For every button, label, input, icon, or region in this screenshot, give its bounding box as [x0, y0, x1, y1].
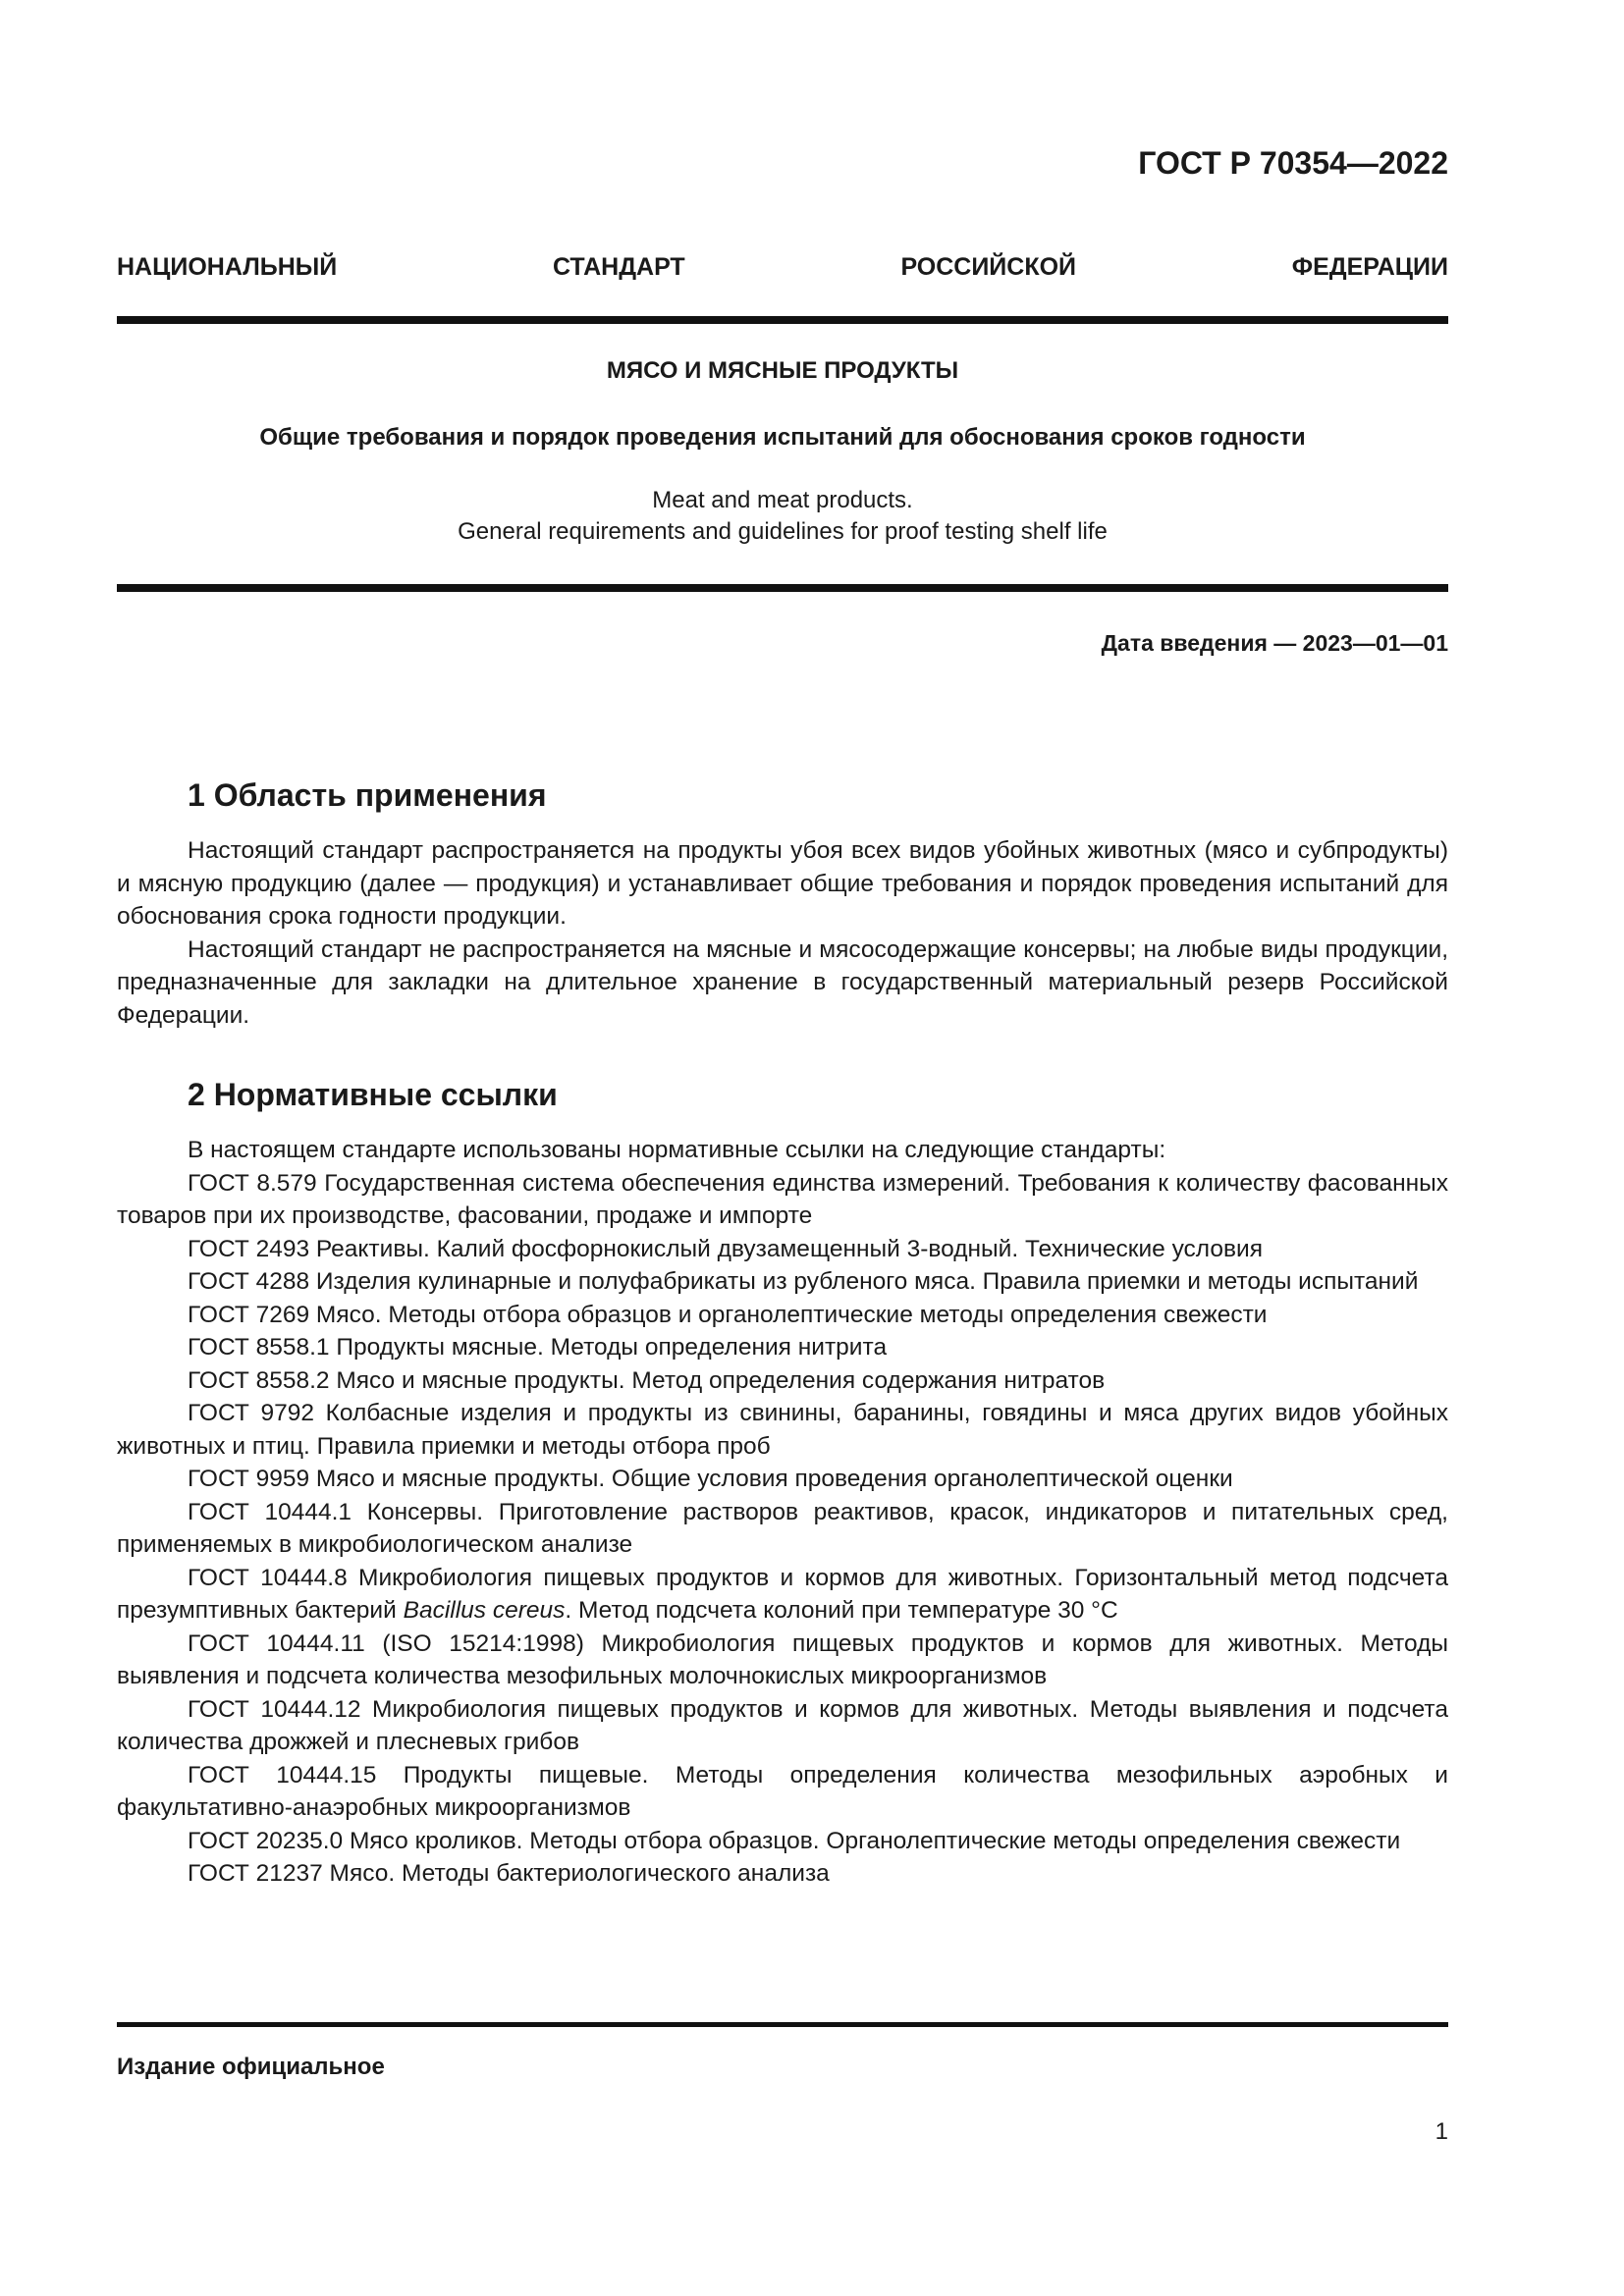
national-standard-label: НАЦИОНАЛЬНЫЙ СТАНДАРТ РОССИЙСКОЙ ФЕДЕРАЦИИ: [117, 253, 1448, 281]
footer-divider: [117, 2022, 1448, 2027]
english-title-line-2: General requirements and guidelines for proof testing shelf life: [458, 518, 1108, 545]
reference-item: ГОСТ 2493 Реактивы. Калий фосфорнокислый двузамещенный 3-водный. Технические условия: [188, 1235, 1263, 1262]
paragraph: В настоящем стандарте использованы нормативные ссылки на следующие стандарты:: [188, 1137, 1166, 1163]
reference-item: ГОСТ 8558.1 Продукты мясные. Методы определения нитрита: [188, 1334, 888, 1361]
introduction-date: Дата введения — 2023—01—01: [1101, 630, 1448, 656]
section-heading: 1 Область применения: [188, 777, 547, 813]
top-divider: [117, 316, 1448, 324]
reference-item: ГОСТ 4288 Изделия кулинарные и полуфабрикаты из рубленого мяса. Правила приемки и методы испытаний: [188, 1268, 1419, 1295]
reference-item: ГОСТ 10444.12 Микробиология пищевых продуктов и кормов для животных. Методы выявления и подсчета количества дрожжей и плесневых грибов: [117, 1695, 1448, 1755]
title-divider: [117, 584, 1448, 592]
document-title: МЯСО И МЯСНЫЕ ПРОДУКТЫ: [606, 357, 959, 384]
section-normative-references: [117, 1075, 1448, 1891]
english-title: [117, 485, 1448, 548]
standard-id: ГОСТ Р 70354—2022: [1138, 145, 1448, 181]
reference-item: ГОСТ 8.579 Государственная система обеспечения единства измерений. Требования к количеству фасованных товаров при их производстве, фасовании, продаже и импорте: [117, 1169, 1448, 1229]
reference-text: ГОСТ 10444.8 Микробиология пищевых продуктов и кормов для животных. Горизонтальный метод подсчета презумптивных бактерий: [117, 1564, 1448, 1624]
english-title-line-1: Meat and meat products.: [652, 487, 913, 513]
reference-item: ГОСТ 21237 Мясо. Методы бактериологического анализа: [188, 1860, 830, 1887]
reference-item: ГОСТ 10444.15 Продукты пищевые. Методы определения количества мезофильных аэробных и факультативно-анаэробных микроорганизмов: [117, 1761, 1448, 1821]
document-subtitle: Общие требования и порядок проведения испытаний для обоснования сроков годности: [259, 424, 1306, 451]
reference-item: [117, 1562, 1448, 1628]
species-name: Bacillus cereus: [403, 1597, 566, 1624]
section-heading: 2 Нормативные ссылки: [188, 1077, 558, 1112]
section-scope: [117, 775, 1448, 1032]
reference-item: ГОСТ 20235.0 Мясо кроликов. Методы отбора образцов. Органолептические методы определения свежести: [188, 1827, 1401, 1854]
reference-text: . Метод подсчета колоний при температуре 30 °С: [565, 1597, 1118, 1624]
paragraph: Настоящий стандарт распространяется на продукты убоя всех видов убойных животных (мясо и субпродукты) и мясную продукцию (далее — продукция) и устанавливает общие требования и порядок проведения испытаний для обоснования срока годности продукции.: [117, 837, 1448, 930]
page-number: 1: [1435, 2118, 1448, 2145]
paragraph: Настоящий стандарт не распространяется на мясные и мясосодержащие консервы; на любые виды продукции, предназначенные для закладки на длительное хранение в государственный материальный резерв Российской Федерации.: [117, 935, 1448, 1029]
reference-item: ГОСТ 10444.11 (ISO 15214:1998) Микробиология пищевых продуктов и кормов для животных. Методы выявления и подсчета количества мезофильных молочнокислых микроорганизмов: [117, 1629, 1448, 1689]
official-edition-label: Издание официальное: [117, 2054, 385, 2080]
document-page: [117, 0, 1448, 2296]
reference-item: ГОСТ 9792 Колбасные изделия и продукты из свинины, баранины, говядины и мяса других видов убойных животных и птиц. Правила приемки и методы отбора проб: [117, 1400, 1448, 1460]
reference-item: ГОСТ 8558.2 Мясо и мясные продукты. Метод определения содержания нитратов: [188, 1366, 1106, 1394]
reference-item: ГОСТ 9959 Мясо и мясные продукты. Общие условия проведения органолептической оценки: [188, 1466, 1233, 1492]
reference-item: ГОСТ 10444.1 Консервы. Приготовление растворов реактивов, красок, индикаторов и питательных сред, применяемых в микробиологическом анализе: [117, 1498, 1448, 1558]
reference-item: ГОСТ 7269 Мясо. Методы отбора образцов и органолептические методы определения свежести: [188, 1301, 1268, 1328]
